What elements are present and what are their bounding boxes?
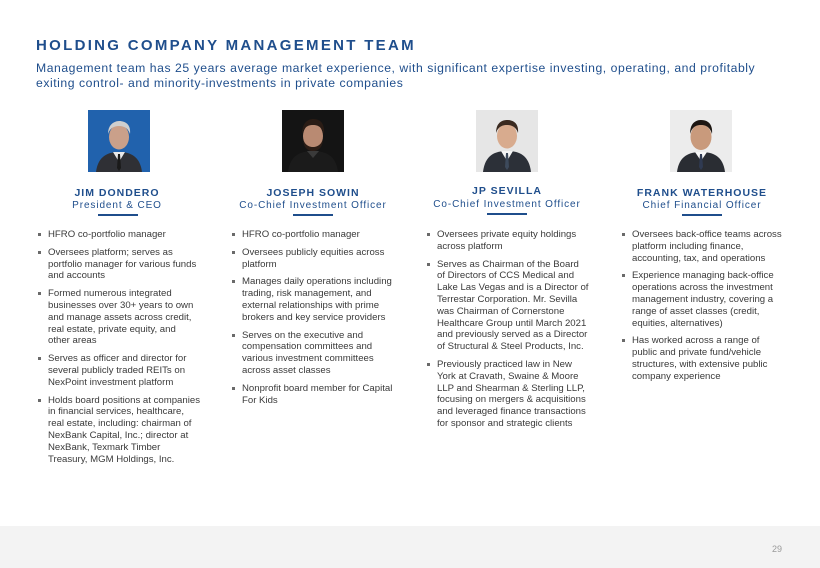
bullet-item: Manages daily operations including trading, risk management, and external relationships with prime brokers and key service providers xyxy=(232,276,394,323)
member-role: Chief Financial Officer xyxy=(642,200,762,211)
square-bullet-icon xyxy=(622,233,625,236)
square-bullet-icon xyxy=(622,274,625,277)
square-bullet-icon xyxy=(427,233,430,236)
bullet-item: HFRO co-portfolio manager xyxy=(232,229,394,241)
square-bullet-icon xyxy=(232,280,235,283)
bullet-item: Oversees private equity holdings across platform xyxy=(427,229,589,253)
bullet-item: Has worked across a range of public and private fund/vehicle structures, with extensive public company experience xyxy=(622,335,784,382)
member-name: FRANK WATERHOUSE xyxy=(636,187,768,199)
square-bullet-icon xyxy=(427,363,430,366)
square-bullet-icon xyxy=(38,399,41,402)
bullet-item: Oversees publicly equities across platform xyxy=(232,247,394,271)
member-name: JIM DONDERO xyxy=(74,187,160,199)
member-role: President & CEO xyxy=(72,200,162,211)
member-name: JP SEVILLA xyxy=(472,185,542,197)
member-bullets xyxy=(622,229,784,389)
page-subtitle: Management team has 25 years average market experience, with significant expertise investing, operating, and profitably exiting control- and minority-investments in private companies xyxy=(36,61,756,90)
member-bullets xyxy=(427,229,589,436)
square-bullet-icon xyxy=(38,251,41,254)
page-title: HOLDING COMPANY MANAGEMENT TEAM xyxy=(36,37,416,54)
portrait-photo-icon xyxy=(88,110,150,172)
member-role: Co-Chief Investment Officer xyxy=(239,200,387,211)
bullet-item: Serves on the executive and compensation committees and various investment committees across asset classes xyxy=(232,330,394,377)
portrait-photo-icon xyxy=(670,110,732,172)
page-number: 29 xyxy=(771,544,782,554)
square-bullet-icon xyxy=(427,263,430,266)
name-underline xyxy=(487,213,527,215)
square-bullet-icon xyxy=(38,357,41,360)
footer-bar xyxy=(0,526,820,568)
square-bullet-icon xyxy=(622,339,625,342)
bullet-item: Nonprofit board member for Capital For Kids xyxy=(232,383,394,407)
member-bullets xyxy=(232,229,394,412)
bullet-item: Oversees back-office teams across platform including finance, accounting, tax, and operations xyxy=(622,229,784,264)
square-bullet-icon xyxy=(232,251,235,254)
portrait-photo-icon xyxy=(476,110,538,172)
member-role: Co-Chief Investment Officer xyxy=(433,199,581,210)
bullet-item: Serves as Chairman of the Board of Directors of CCS Medical and Lake Las Vegas and is a Director of Terrestar Corporation. Mr. Sevilla was Chairman of Cornerstone Healthcare Group until March 2021 and previously served as a Director of Structural & Steel Products, Inc. xyxy=(427,259,589,353)
bullet-item: HFRO co-portfolio manager xyxy=(38,229,200,241)
square-bullet-icon xyxy=(232,233,235,236)
bullet-item: Previously practiced law in New York at Cravath, Swaine & Moore LLP and Shearman & Sterling LLP, focusing on mergers & acquisitions and leveraged finance transactions for sponsor and strategic clients xyxy=(427,359,589,430)
square-bullet-icon xyxy=(232,387,235,390)
name-underline xyxy=(98,214,138,216)
member-name: JOSEPH SOWIN xyxy=(266,187,360,199)
name-underline xyxy=(293,214,333,216)
bullet-item: Experience managing back-office operations across the investment management industry, covering a range of asset classes (credit, equities, alternatives) xyxy=(622,270,784,329)
bullet-item: Serves as officer and director for several publicly traded REITs on NexPoint investment platform xyxy=(38,353,200,388)
bullet-item: Holds board positions at companies in financial services, healthcare, real estate, including: chairman of NexBank Capital, Inc.; director at NexBank, Texmark Timber Treasury, MGM Holdings, Inc. xyxy=(38,395,200,466)
member-bullets xyxy=(38,229,200,471)
portrait-photo-icon xyxy=(282,110,344,172)
square-bullet-icon xyxy=(38,292,41,295)
square-bullet-icon xyxy=(232,334,235,337)
bullet-item: Formed numerous integrated businesses over 30+ years to own and manage assets across credit, real estate, private equity, and other areas xyxy=(38,288,200,347)
bullet-item: Oversees platform; serves as portfolio manager for various funds and accounts xyxy=(38,247,200,282)
square-bullet-icon xyxy=(38,233,41,236)
name-underline xyxy=(682,214,722,216)
